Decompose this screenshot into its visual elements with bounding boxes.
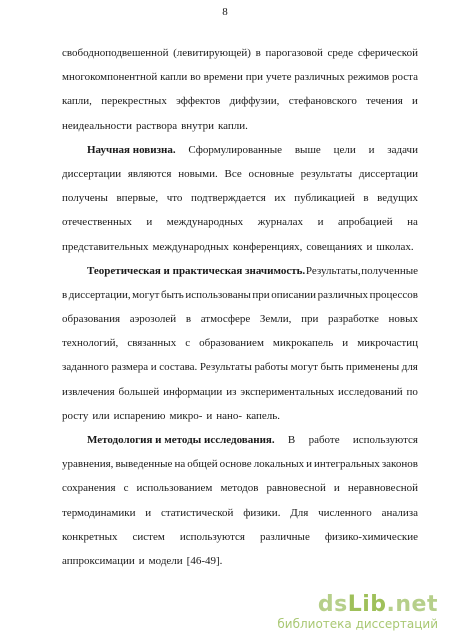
- word: стефановского: [288, 95, 357, 108]
- word: различные: [260, 530, 310, 543]
- word: роста: [391, 71, 418, 84]
- word: Сформулированные: [188, 143, 283, 156]
- section-heading: Теоретическая и практическая значимость.: [87, 264, 306, 277]
- text-line: [62, 283, 418, 307]
- word: выведенные: [115, 458, 173, 471]
- word: капли: [160, 71, 188, 84]
- page-number: 8: [222, 6, 228, 18]
- text-line: [62, 89, 418, 113]
- word: основе: [219, 458, 252, 471]
- word: и: [317, 216, 324, 229]
- word: являются: [127, 167, 172, 180]
- word: результаты: [300, 167, 353, 180]
- word: и: [412, 95, 418, 108]
- dslib-subtitle: библиотека диссертаций: [277, 617, 438, 631]
- word: различных: [317, 288, 369, 301]
- word: новыми.: [178, 167, 218, 180]
- word: применены: [345, 361, 400, 374]
- word: могут: [290, 361, 318, 374]
- word: новых: [388, 313, 418, 326]
- word: В: [287, 434, 296, 446]
- word: что: [166, 192, 183, 205]
- word: по: [406, 385, 418, 398]
- word: атмосфере: [200, 313, 251, 326]
- word: быть: [320, 361, 344, 374]
- word: уравнения,: [62, 458, 114, 471]
- word: модели: [148, 554, 183, 567]
- word: микрокапель: [272, 337, 334, 350]
- word: Результаты: [199, 361, 252, 374]
- word: в: [185, 313, 192, 326]
- word: из: [226, 385, 237, 398]
- word: диссертации: [62, 167, 122, 180]
- word: локальных: [253, 458, 305, 471]
- word: журналах: [257, 216, 304, 229]
- word: термодинамики: [62, 506, 136, 519]
- word: и: [138, 554, 145, 567]
- word: испарению: [113, 409, 166, 422]
- word: физико-химические: [324, 530, 418, 543]
- word: полученные: [361, 264, 418, 277]
- text-line: [62, 501, 418, 525]
- text-line: [62, 65, 418, 89]
- word: для: [401, 361, 418, 374]
- text-line: [62, 114, 418, 138]
- word: [46-49].: [186, 554, 223, 567]
- word: капли.: [218, 119, 248, 132]
- word: нано-: [216, 409, 243, 422]
- word: общей: [187, 458, 218, 471]
- word: в: [62, 288, 68, 301]
- word: их: [274, 192, 286, 205]
- text-line: [62, 138, 418, 162]
- word: конкретных: [62, 530, 118, 543]
- dslib-logo: dsLib.net: [317, 592, 438, 617]
- word: разработке: [328, 313, 379, 326]
- word: технологий,: [62, 337, 119, 350]
- text-line: [62, 452, 418, 476]
- word: при: [301, 313, 319, 326]
- word: режимов: [347, 71, 390, 84]
- word: получены: [62, 192, 108, 205]
- word: используются: [352, 434, 418, 446]
- word: капель.: [246, 409, 281, 422]
- word: равновесной: [266, 482, 326, 495]
- word: представительных: [62, 240, 149, 253]
- word: (левитирующей): [173, 47, 251, 59]
- text-line: [62, 307, 418, 331]
- word: на: [407, 216, 418, 229]
- word: размера: [111, 361, 149, 374]
- word: и: [145, 506, 152, 519]
- word: задачи: [387, 143, 418, 156]
- word: связанных: [127, 337, 177, 350]
- text-line: [62, 476, 418, 500]
- word: апробацией: [337, 216, 393, 229]
- word: быть: [160, 288, 184, 301]
- word: неравновесной: [347, 482, 418, 495]
- word: диссертации,: [68, 288, 131, 301]
- word: основные: [248, 167, 294, 180]
- word: исследований: [338, 385, 403, 398]
- word: эффектов: [176, 95, 221, 108]
- word: или: [92, 409, 110, 422]
- word: извлечения: [62, 385, 115, 398]
- word: микрочастиц: [357, 337, 418, 350]
- word: различных: [294, 71, 345, 84]
- word: впервые,: [116, 192, 159, 205]
- text-line: [62, 162, 418, 186]
- word: подтверждается: [190, 192, 266, 205]
- text-line: [62, 525, 418, 549]
- word: диссертации: [358, 167, 418, 180]
- word: совещаниях: [306, 240, 363, 253]
- word: свободноподвешенной: [62, 47, 169, 59]
- word: информации: [163, 385, 223, 398]
- word: раствора: [136, 119, 178, 132]
- text-line: [62, 428, 418, 452]
- text-line: [62, 259, 418, 283]
- word: учете: [265, 71, 292, 84]
- word: использованы: [185, 288, 251, 301]
- word: цели: [333, 143, 356, 156]
- word: международных: [152, 240, 229, 253]
- word: росту: [62, 409, 89, 422]
- word: процессов: [369, 288, 418, 301]
- section-heading: Научная новизна.: [87, 143, 176, 156]
- word: отечественных: [62, 216, 132, 229]
- word: интегральных: [314, 458, 380, 471]
- word: физики.: [243, 506, 281, 519]
- word: систем: [132, 530, 165, 543]
- text-line: [62, 186, 418, 210]
- word: аэрозолей: [129, 313, 177, 326]
- word: законов: [381, 458, 418, 471]
- word: образованием: [199, 337, 264, 350]
- word: при: [252, 288, 270, 301]
- word: используются: [179, 530, 245, 543]
- document-body: [62, 41, 418, 573]
- word: и: [366, 240, 373, 253]
- text-line: [62, 331, 418, 355]
- word: в: [255, 47, 261, 59]
- word: многокомпонентной: [62, 71, 158, 84]
- word: микро-: [169, 409, 203, 422]
- word: Земли,: [259, 313, 292, 326]
- word: и: [306, 458, 313, 471]
- word: заданного: [62, 361, 109, 374]
- word: и: [206, 409, 213, 422]
- word: статистической: [160, 506, 234, 519]
- word: времени: [203, 71, 243, 84]
- word: образования: [62, 313, 121, 326]
- word: методов: [220, 482, 259, 495]
- word: на: [174, 458, 186, 471]
- word: и: [342, 337, 349, 350]
- word: работе: [308, 434, 340, 446]
- word: большей: [118, 385, 160, 398]
- word: ведущих: [377, 192, 418, 205]
- word: и: [368, 143, 375, 156]
- word: парогазовой: [265, 47, 323, 59]
- word: выше: [294, 143, 321, 156]
- word: и: [150, 361, 157, 374]
- word: публикацией: [294, 192, 355, 205]
- word: сохранения: [62, 482, 116, 495]
- text-line: [62, 210, 418, 234]
- word: конференциях,: [232, 240, 303, 253]
- word: неидеальности: [62, 119, 132, 132]
- word: аппроксимации: [62, 554, 135, 567]
- text-line: [62, 549, 418, 573]
- text-line: [62, 355, 418, 379]
- word: и: [333, 482, 340, 495]
- text-line: [62, 235, 418, 259]
- word: сферической: [357, 47, 418, 59]
- word: экспериментальных: [240, 385, 335, 398]
- section-heading: Методология и методы исследования.: [87, 434, 275, 446]
- word: численного: [318, 506, 372, 519]
- word: капли,: [62, 95, 92, 108]
- word: описании: [271, 288, 317, 301]
- text-line: [62, 404, 418, 428]
- text-line: [62, 41, 418, 65]
- word: работы: [254, 361, 289, 374]
- word: анализа: [381, 506, 418, 519]
- text-line: [62, 380, 418, 404]
- word: во: [190, 71, 201, 84]
- word: Все: [224, 167, 242, 180]
- word: состава.: [159, 361, 198, 374]
- word: с: [185, 337, 191, 350]
- word: Для: [290, 506, 309, 519]
- word: среде: [327, 47, 354, 59]
- dslib-watermark: [277, 594, 438, 631]
- word: с: [123, 482, 129, 495]
- word: школах.: [376, 240, 414, 253]
- word: внутри: [181, 119, 214, 132]
- word: международных: [166, 216, 244, 229]
- word: в: [363, 192, 369, 205]
- word: Результаты,: [305, 264, 361, 277]
- word: использованием: [136, 482, 213, 495]
- word: течения: [366, 95, 403, 108]
- word: диффузии,: [229, 95, 280, 108]
- word: перекрестных: [101, 95, 167, 108]
- word: и: [146, 216, 153, 229]
- word: при: [245, 71, 263, 84]
- word: могут: [132, 288, 160, 301]
